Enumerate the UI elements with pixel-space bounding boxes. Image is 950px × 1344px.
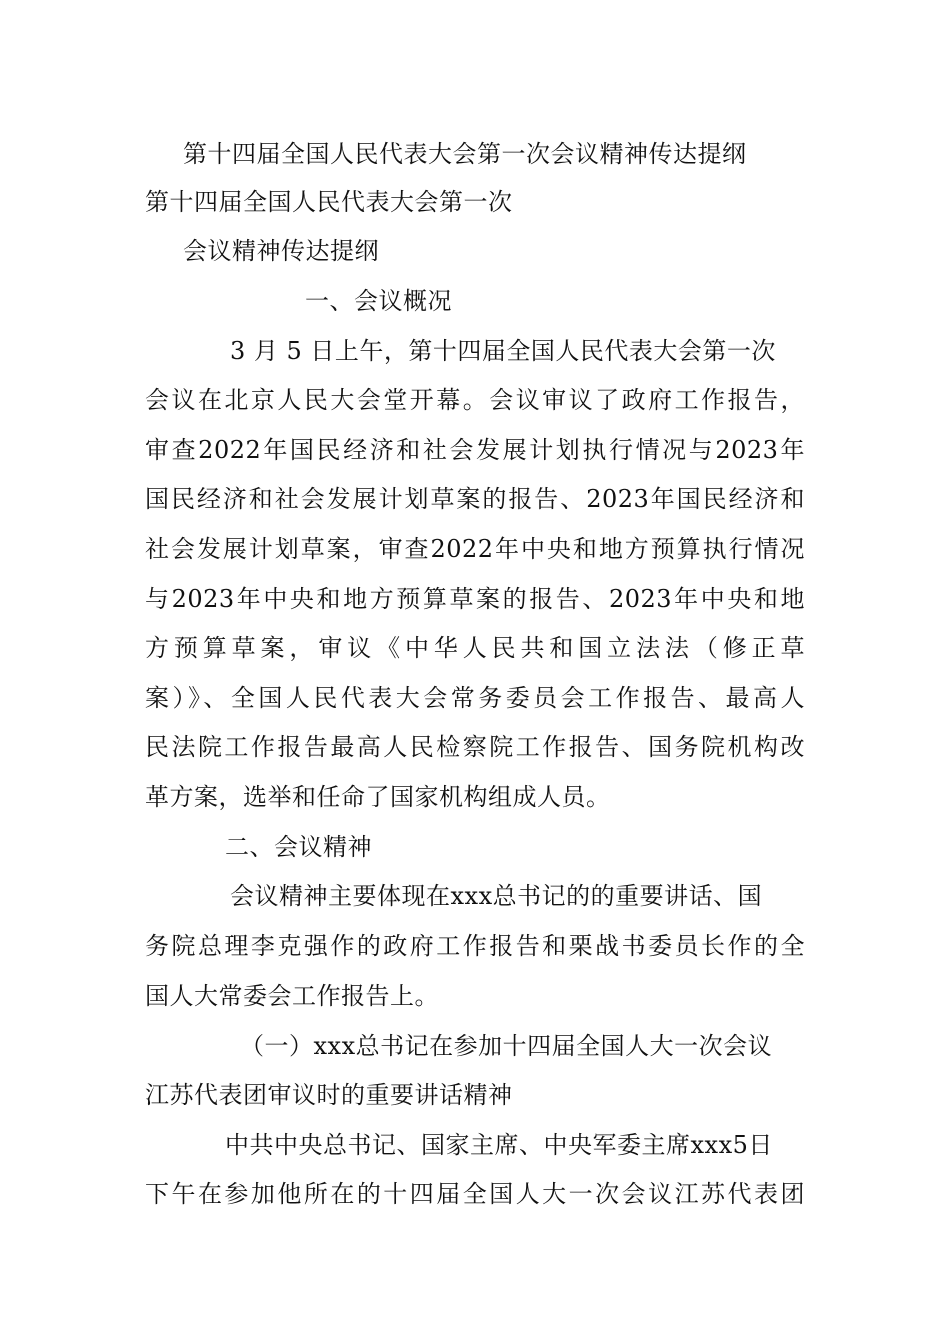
paragraph-line: 与2023年中央和地方预算草案的报告、2023年中央和地 xyxy=(145,585,805,613)
paragraph-line: 下午在参加他所在的十四届全国人大一次会议江苏代表团 xyxy=(145,1180,805,1208)
paragraph-line: 务院总理李克强作的政府工作报告和栗战书委员长作的全 xyxy=(145,932,805,960)
heading-line-2: 会议精神传达提纲 xyxy=(183,237,379,265)
paragraph-line: 案）》、全国人民代表大会常务委员会工作报告、最高人 xyxy=(145,684,805,712)
subsection-heading-line: 江苏代表团审议时的重要讲话精神 xyxy=(145,1081,513,1109)
document-title-line: 第十四届全国人民代表大会第一次会议精神传达提纲 xyxy=(183,140,747,168)
paragraph-line: 社会发展计划草案，审查2022年中央和地方预算执行情况 xyxy=(145,535,805,563)
paragraph-line: 国人大常委会工作报告上。 xyxy=(145,982,439,1010)
paragraph-line: 3 月 5 日上午，第十四届全国人民代表大会第一次 xyxy=(230,337,776,365)
paragraph-line: 革方案，选举和任命了国家机构组成人员。 xyxy=(145,783,611,811)
paragraph-line: 中共中央总书记、国家主席、中央军委主席xxx5日 xyxy=(225,1131,773,1159)
paragraph-line: 方预算草案，审议《中华人民共和国立法法（修正草 xyxy=(145,634,805,662)
paragraph-line: 审查2022年国民经济和社会发展计划执行情况与2023年 xyxy=(145,436,805,464)
heading-line-1: 第十四届全国人民代表大会第一次 xyxy=(145,188,513,216)
section-heading-overview: 一、会议概况 xyxy=(305,287,452,315)
paragraph-line: 民法院工作报告最高人民检察院工作报告、国务院机构改 xyxy=(145,733,805,761)
paragraph-line: 会议精神主要体现在xxx总书记的的重要讲话、国 xyxy=(230,882,763,910)
section-heading-spirit: 二、会议精神 xyxy=(225,833,372,861)
subsection-heading-line: （一）xxx总书记在参加十四届全国人大一次会议 xyxy=(240,1032,773,1060)
paragraph-line: 国民经济和社会发展计划草案的报告、2023年国民经济和 xyxy=(145,485,805,513)
paragraph-line: 会议在北京人民大会堂开幕。会议审议了政府工作报告， xyxy=(145,386,805,414)
